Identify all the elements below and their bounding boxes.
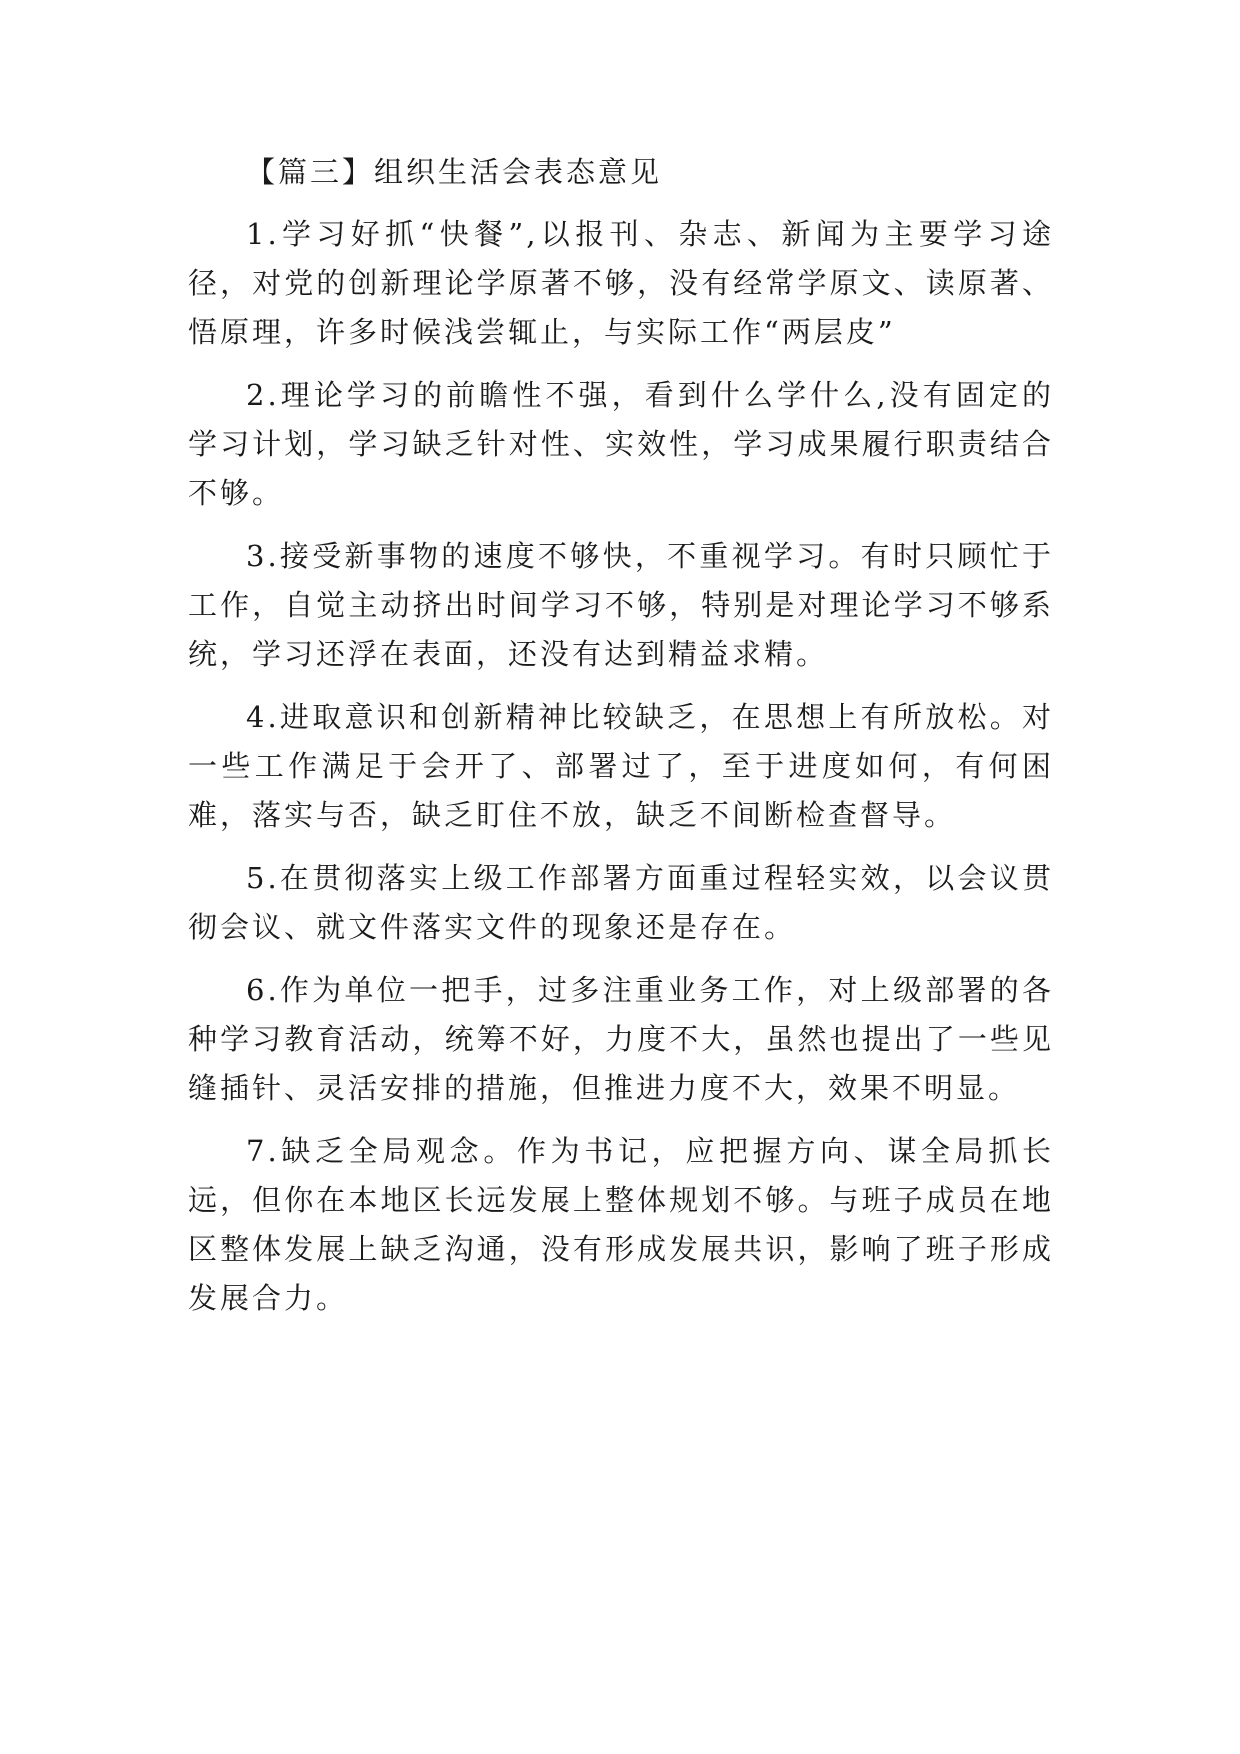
paragraph-5: 5.在贯彻落实上级工作部署方面重过程轻实效，以会议贯彻会议、就文件落实文件的现象还是存在。 <box>188 861 1054 944</box>
paragraph-6: 6.作为单位一把手，过多注重业务工作，对上级部署的各种学习教育活动，统筹不好，力度不大，虽然也提出了一些见缝插针、灵活安排的措施，但推进力度不大，效果不明显。 <box>188 973 1054 1105</box>
document-body <box>188 148 1054 1337</box>
document-title: 【篇三】组织生活会表态意见 <box>246 155 663 189</box>
paragraph-3: 3.接受新事物的速度不够快，不重视学习。有时只顾忙于工作，自觉主动挤出时间学习不够，特别是对理论学习不够系统，学习还浮在表面，还没有达到精益求精。 <box>188 539 1054 671</box>
paragraph-7: 7.缺乏全局观念。作为书记，应把握方向、谋全局抓长远，但你在本地区长远发展上整体规划不够。与班子成员在地区整体发展上缺乏沟通，没有形成发展共识，影响了班子形成发展合力。 <box>188 1134 1054 1315</box>
paragraph-2: 2.理论学习的前瞻性不强，看到什么学什么,没有固定的学习计划，学习缺乏针对性、实效性，学习成果履行职责结合不够。 <box>188 378 1054 510</box>
paragraph-1: 1.学习好抓“快餐”,以报刊、杂志、新闻为主要学习途径，对党的创新理论学原著不够，没有经常学原文、读原著、悟原理，许多时候浅尝辄止，与实际工作“两层皮” <box>188 217 1054 349</box>
paragraph-4: 4.进取意识和创新精神比较缺乏，在思想上有所放松。对一些工作满足于会开了、部署过了，至于进度如何，有何困难，落实与否，缺乏盯住不放，缺乏不间断检查督导。 <box>188 700 1054 832</box>
